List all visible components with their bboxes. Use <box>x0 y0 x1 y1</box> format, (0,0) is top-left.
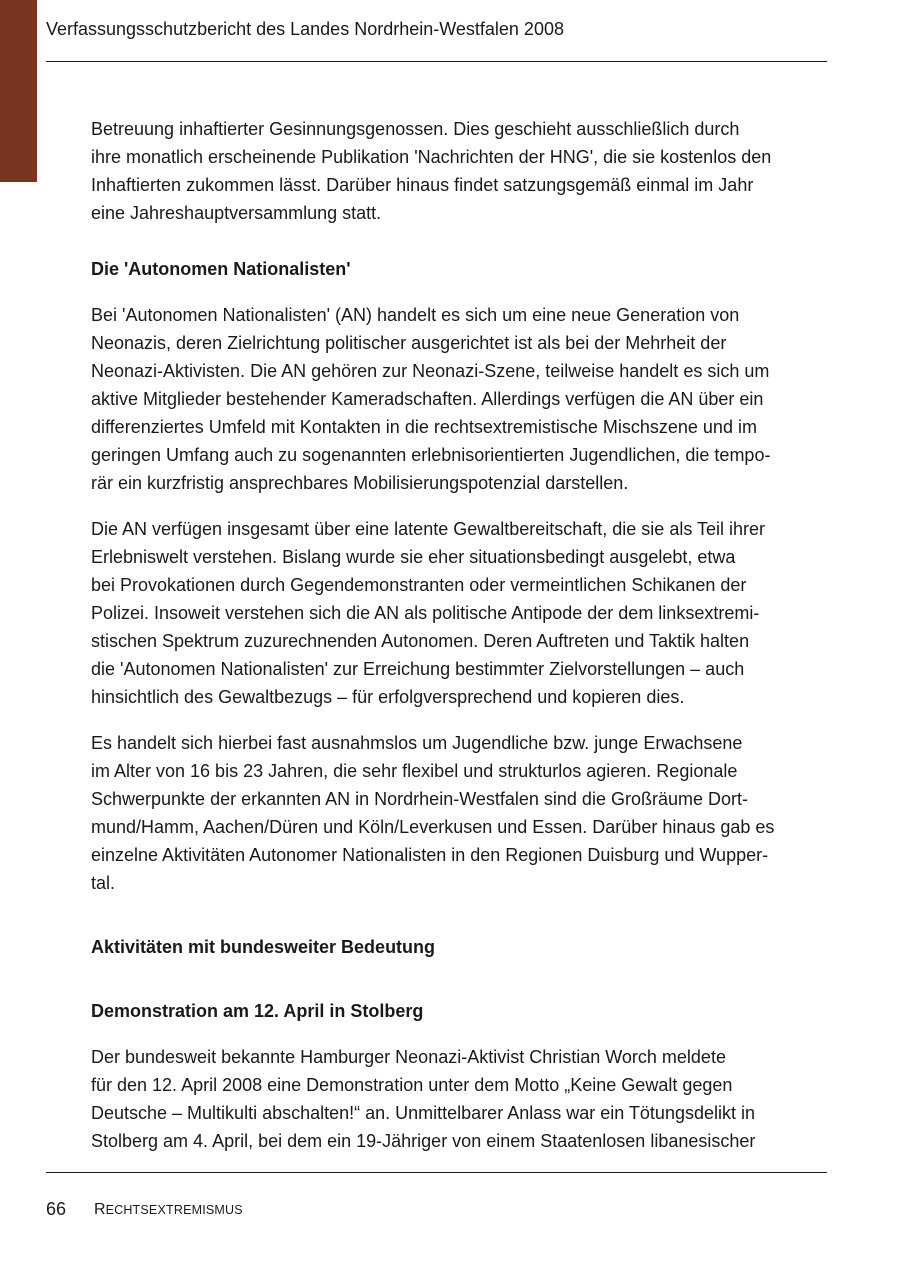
text-line: Es handelt sich hierbei fast ausnahmslos um Jugendliche bzw. junge Erwachsene <box>91 733 743 753</box>
text-line: mund/Hamm, Aachen/Düren und Köln/Leverkusen und Essen. Darüber hinaus gab es <box>91 817 775 837</box>
text-line: für den 12. April 2008 eine Demonstration unter dem Motto „Keine Gewalt gegen <box>91 1075 733 1095</box>
footer-section-title <box>94 1201 243 1219</box>
text-line: differenziertes Umfeld mit Kontakten in die rechtsextremistische Mischszene und im <box>91 417 757 437</box>
text-line: Erlebniswelt verstehen. Bislang wurde sie eher situationsbedingt ausgelebt, etwa <box>91 547 736 567</box>
footer-section-rest: ECHTSEXTREMISMUS <box>105 1203 243 1217</box>
text-line: geringen Umfang auch zu sogenannten erlebnisorientierten Jugendlichen, die tempo- <box>91 445 771 465</box>
text-line: aktive Mitglieder bestehender Kameradschaften. Allerdings verfügen die AN über ein <box>91 389 764 409</box>
paragraph-an-violence <box>91 515 831 711</box>
text-line: ihre monatlich erscheinende Publikation 'Nachrichten der HNG', die sie kostenlos den <box>91 147 772 167</box>
text-line: hinsichtlich des Gewaltbezugs – für erfolgversprechend und kopieren dies. <box>91 687 685 707</box>
text-line: rär ein kurzfristig ansprechbares Mobilisierungspotenzial darstellen. <box>91 473 629 493</box>
header-rule <box>46 61 827 62</box>
section-heading-bundesweite-aktivitaeten: Aktivitäten mit bundesweiter Bedeutung <box>91 937 436 957</box>
text-line: bei Provokationen durch Gegendemonstranten oder vermeintlichen Schikanen der <box>91 575 747 595</box>
text-line: Neonazis, deren Zielrichtung politischer ausgerichtet ist als bei der Mehrheit der <box>91 333 727 353</box>
text-line: Der bundesweit bekannte Hamburger Neonazi-Aktivist Christian Worch meldete <box>91 1047 726 1067</box>
page-body <box>91 115 831 1155</box>
text-line: Die AN verfügen insgesamt über eine latente Gewaltbereitschaft, die sie als Teil ihrer <box>91 519 766 539</box>
text-line: Bei 'Autonomen Nationalisten' (AN) handelt es sich um eine neue Generation von <box>91 305 740 325</box>
text-line: stischen Spektrum zuzurechnenden Autonomen. Deren Auftreten und Taktik halten <box>91 631 750 651</box>
page-number: 66 <box>46 1199 67 1219</box>
text-line: Deutsche – Multikulti abschalten!“ an. Unmittelbarer Anlass war ein Tötungsdelikt in <box>91 1103 755 1123</box>
text-line: einzelne Aktivitäten Autonomer Nationalisten in den Regionen Duisburg und Wupper- <box>91 845 769 865</box>
text-line: die 'Autonomen Nationalisten' zur Erreichung bestimmter Zielvorstellungen – auch <box>91 659 745 679</box>
footer-rule <box>46 1172 827 1173</box>
text-line: tal. <box>91 873 116 893</box>
paragraph-an-definition <box>91 301 831 497</box>
running-header-title: Verfassungsschutzbericht des Landes Nordrhein-Westfalen 2008 <box>46 19 564 39</box>
paragraph-hng-support <box>91 115 831 227</box>
paragraph-an-regions <box>91 729 831 897</box>
section-heading-autonome-nationalisten: Die 'Autonomen Nationalisten' <box>91 259 351 279</box>
text-line: Stolberg am 4. April, bei dem ein 19-Jähriger von einem Staatenlosen libanesischer <box>91 1131 756 1151</box>
text-line: Neonazi-Aktivisten. Die AN gehören zur Neonazi-Szene, teilweise handelt es sich um <box>91 361 770 381</box>
subsection-heading-stolberg: Demonstration am 12. April in Stolberg <box>91 1001 424 1021</box>
paragraph-stolberg-demo <box>91 1043 831 1155</box>
text-line: eine Jahreshauptversammlung statt. <box>91 203 382 223</box>
text-line: im Alter von 16 bis 23 Jahren, die sehr flexibel und strukturlos agieren. Regionale <box>91 761 738 781</box>
chapter-accent-tab <box>0 0 37 182</box>
footer-section-initial: R <box>94 1201 106 1218</box>
text-line: Inhaftierten zukommen lässt. Darüber hinaus findet satzungsgemäß einmal im Jahr <box>91 175 754 195</box>
text-line: Polizei. Insoweit verstehen sich die AN als politische Antipode der dem linksextremi- <box>91 603 760 623</box>
text-line: Betreuung inhaftierter Gesinnungsgenossen. Dies geschieht ausschließlich durch <box>91 119 740 139</box>
text-line: Schwerpunkte der erkannten AN in Nordrhein-Westfalen sind die Großräume Dort- <box>91 789 748 809</box>
